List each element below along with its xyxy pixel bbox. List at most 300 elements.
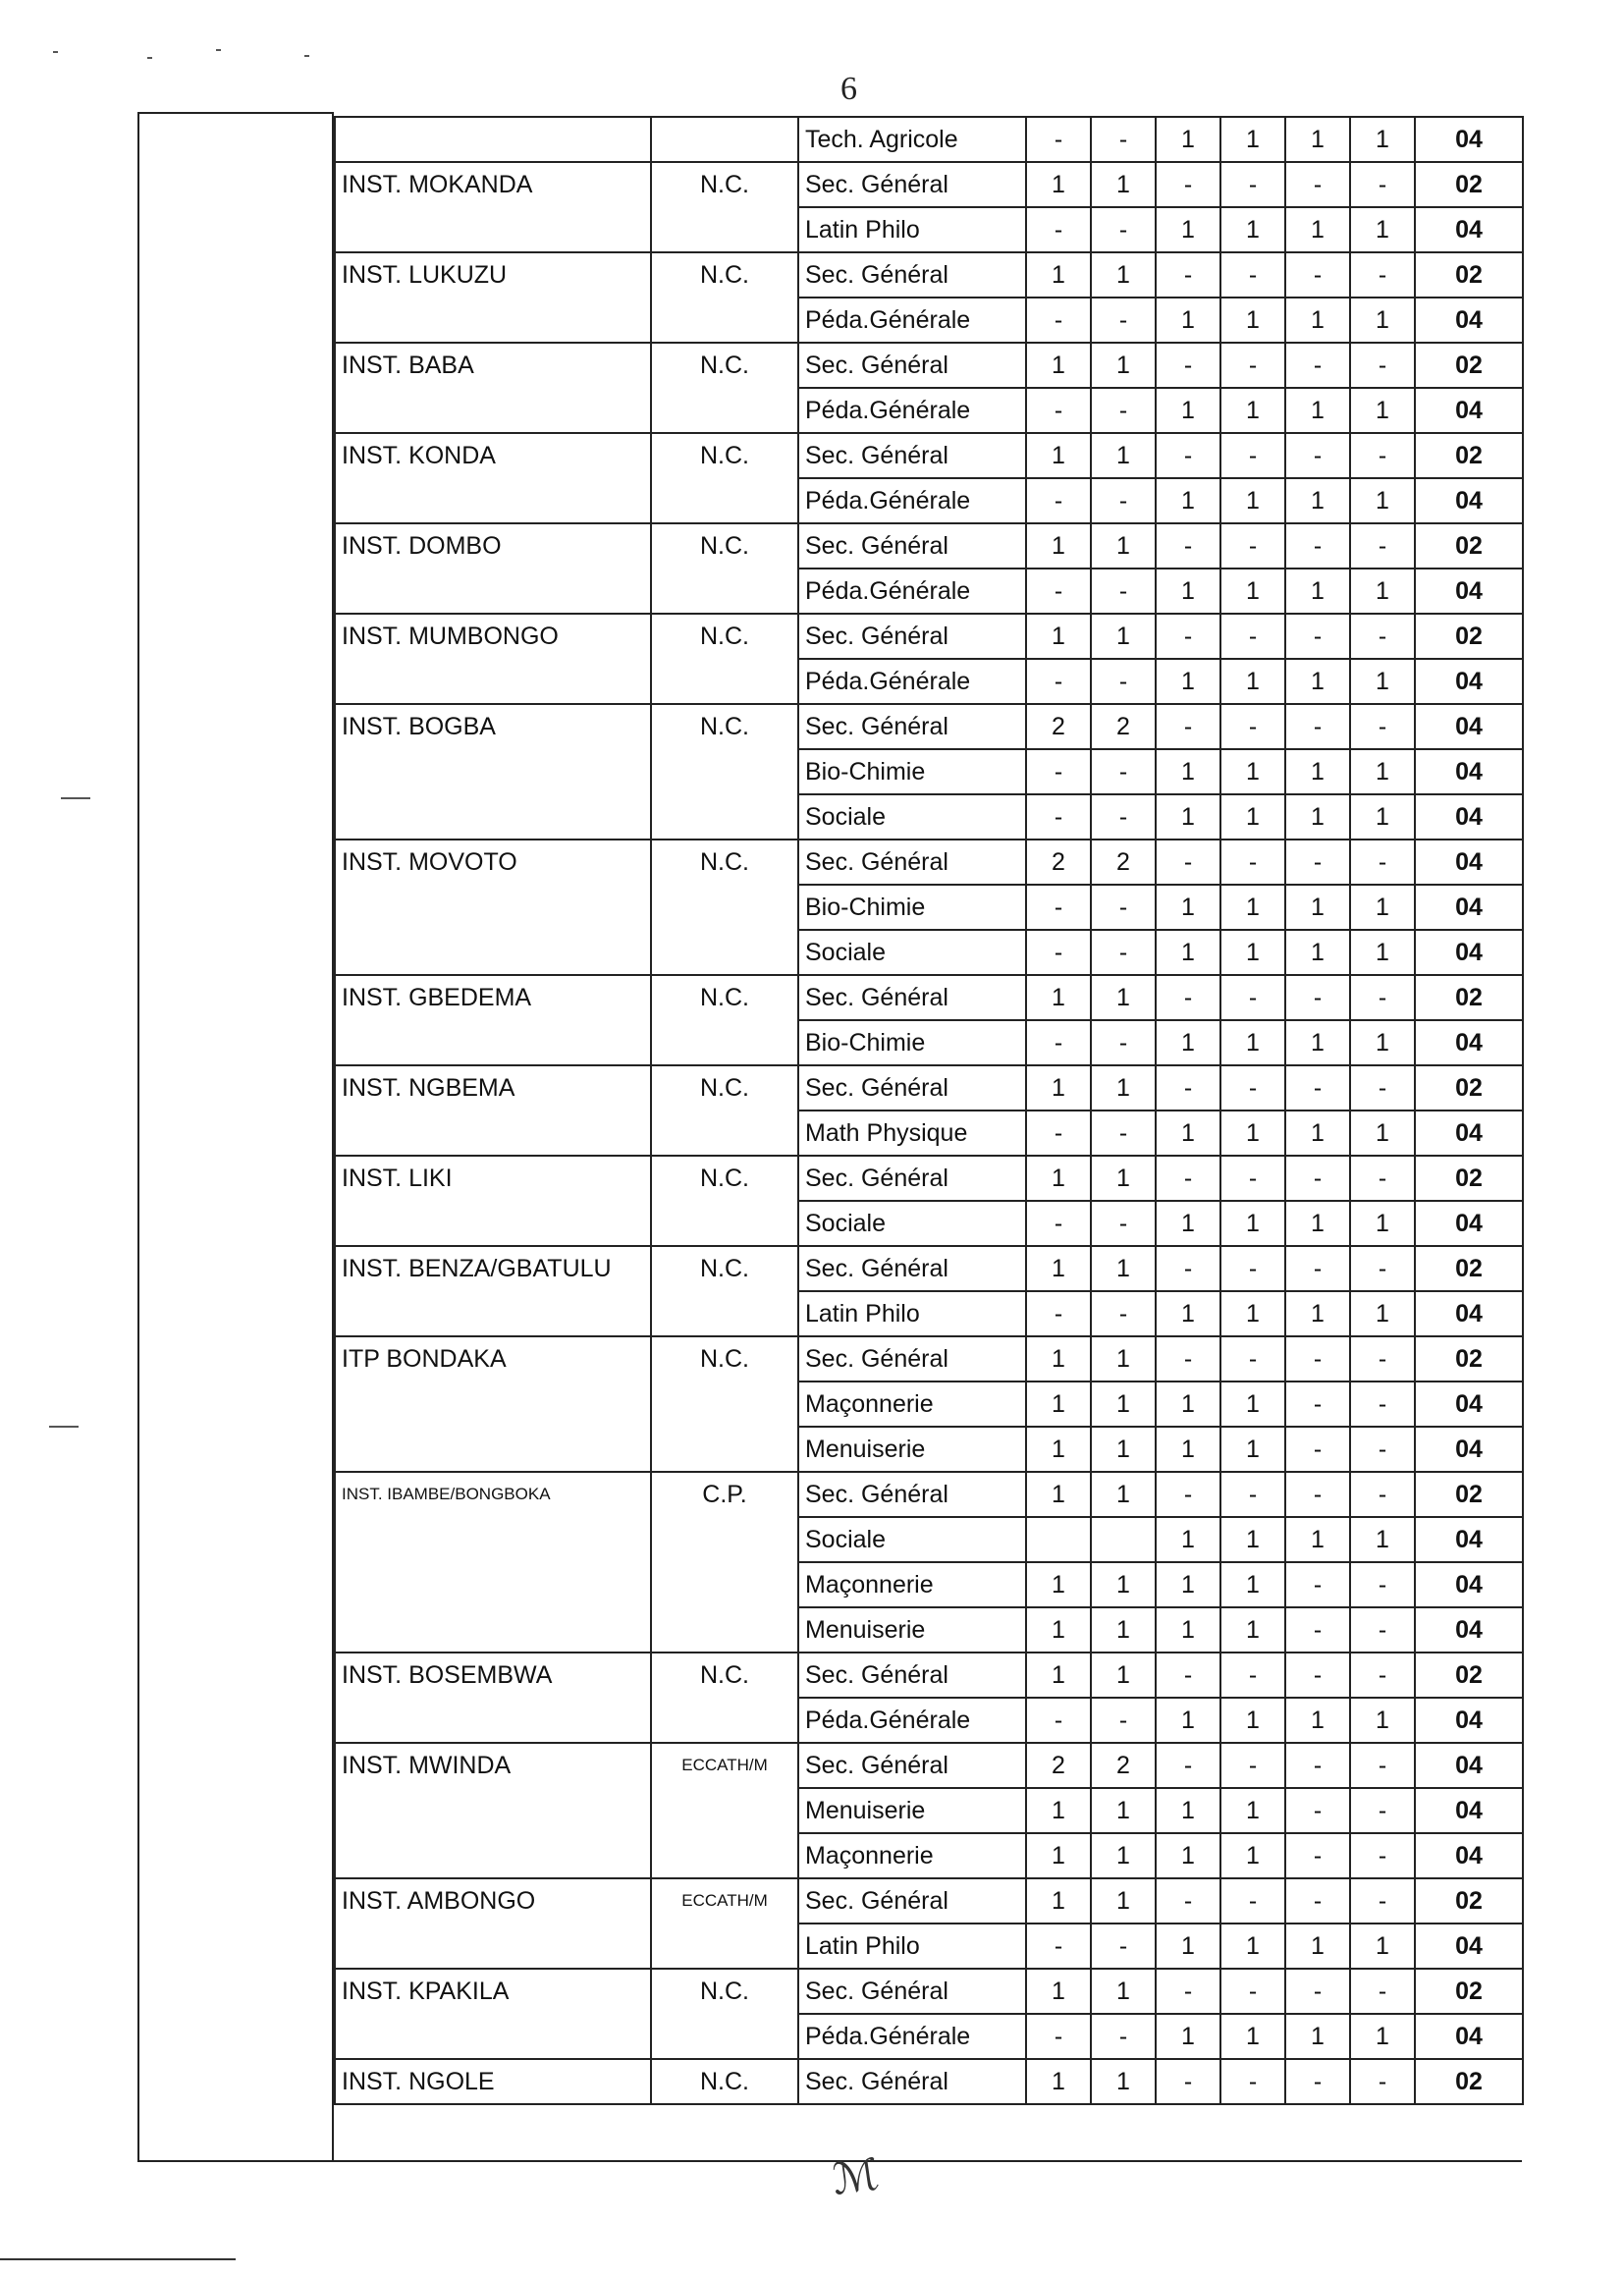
class-count-cell: - [1026, 298, 1091, 343]
class-count-cell: - [1285, 1065, 1350, 1111]
class-count-cell: - [1285, 704, 1350, 749]
total-cell: 02 [1415, 1246, 1523, 1291]
class-count-cell: 1 [1350, 569, 1415, 614]
class-count-cell: - [1350, 1743, 1415, 1788]
class-count-cell: 1 [1026, 1607, 1091, 1653]
option-cell: Sec. Général [798, 704, 1026, 749]
class-count-cell: 1 [1285, 1111, 1350, 1156]
class-count-cell: 1 [1091, 614, 1156, 659]
class-count-cell: - [1350, 1065, 1415, 1111]
class-count-cell: 1 [1091, 1246, 1156, 1291]
institution-cell: INST. BENZA/GBATULU [335, 1246, 651, 1336]
total-cell: 04 [1415, 1201, 1523, 1246]
class-count-cell: - [1026, 885, 1091, 930]
institution-cell: INST. BOGBA [335, 704, 651, 840]
class-count-cell: 1 [1285, 207, 1350, 252]
option-cell: Maçonnerie [798, 1562, 1026, 1607]
institution-cell: INST. MUMBONGO [335, 614, 651, 704]
class-count-cell: 1 [1091, 252, 1156, 298]
status-cell: N.C. [651, 614, 798, 704]
institution-cell: INST. BABA [335, 343, 651, 433]
class-count-cell: 1 [1350, 1698, 1415, 1743]
class-count-cell: - [1156, 1472, 1220, 1517]
total-cell: 04 [1415, 298, 1523, 343]
class-count-cell: - [1026, 1291, 1091, 1336]
class-count-cell [1091, 1517, 1156, 1562]
class-count-cell: 1 [1091, 523, 1156, 569]
class-count-cell: 1 [1350, 885, 1415, 930]
class-count-cell: 1 [1156, 1427, 1220, 1472]
status-cell: ECCATH/M [651, 1878, 798, 1969]
class-count-cell: - [1156, 433, 1220, 478]
class-count-cell: - [1285, 523, 1350, 569]
status-cell: N.C. [651, 1336, 798, 1472]
class-count-cell: 1 [1026, 975, 1091, 1020]
class-count-cell: 1 [1156, 1788, 1220, 1833]
class-count-cell: 1 [1026, 1878, 1091, 1924]
class-count-cell: - [1220, 1653, 1285, 1698]
option-cell: Maçonnerie [798, 1833, 1026, 1878]
option-cell: Math Physique [798, 1111, 1026, 1156]
class-count-cell: - [1156, 2059, 1220, 2104]
class-count-cell: 1 [1156, 1291, 1220, 1336]
class-count-cell: - [1156, 1878, 1220, 1924]
total-cell: 04 [1415, 1291, 1523, 1336]
total-cell: 02 [1415, 614, 1523, 659]
class-count-cell: 1 [1285, 1698, 1350, 1743]
class-count-cell: 1 [1156, 749, 1220, 794]
outer-top-rule [137, 112, 334, 114]
class-count-cell: - [1156, 343, 1220, 388]
class-count-cell: - [1285, 1833, 1350, 1878]
class-count-cell: 1 [1350, 1517, 1415, 1562]
class-count-cell: - [1156, 1246, 1220, 1291]
total-cell: 04 [1415, 1698, 1523, 1743]
class-count-cell: - [1220, 975, 1285, 1020]
class-count-cell: 1 [1220, 794, 1285, 840]
class-count-cell: - [1156, 1969, 1220, 2014]
option-cell: Sociale [798, 1201, 1026, 1246]
class-count-cell: - [1350, 840, 1415, 885]
class-count-cell [1026, 1517, 1091, 1562]
class-count-cell: 2 [1026, 704, 1091, 749]
class-count-cell: - [1091, 298, 1156, 343]
class-count-cell: - [1026, 1111, 1091, 1156]
table-row [335, 523, 1523, 569]
institution-cell: INST. NGBEMA [335, 1065, 651, 1156]
class-count-cell: - [1350, 1969, 1415, 2014]
class-count-cell: 1 [1350, 117, 1415, 162]
class-count-cell: 1 [1285, 478, 1350, 523]
total-cell: 02 [1415, 1472, 1523, 1517]
class-count-cell: - [1285, 252, 1350, 298]
class-count-cell: 1 [1285, 930, 1350, 975]
class-count-cell: - [1285, 975, 1350, 1020]
table-row [335, 704, 1523, 749]
total-cell: 04 [1415, 659, 1523, 704]
class-count-cell: - [1285, 1969, 1350, 2014]
class-count-cell: 1 [1156, 1607, 1220, 1653]
class-count-cell: 1 [1350, 207, 1415, 252]
class-count-cell: - [1156, 1743, 1220, 1788]
class-count-cell: - [1220, 1743, 1285, 1788]
table-row [335, 2059, 1523, 2104]
class-count-cell: 1 [1156, 1111, 1220, 1156]
class-count-cell: 1 [1026, 1246, 1091, 1291]
class-count-cell: 1 [1220, 749, 1285, 794]
class-count-cell: - [1285, 1788, 1350, 1833]
class-count-cell: 1 [1285, 388, 1350, 433]
class-count-cell: - [1026, 478, 1091, 523]
class-count-cell: - [1091, 1020, 1156, 1065]
class-count-cell: 1 [1026, 1472, 1091, 1517]
class-count-cell: - [1350, 1246, 1415, 1291]
class-count-cell: 1 [1285, 569, 1350, 614]
status-cell: N.C. [651, 433, 798, 523]
class-count-cell: 1 [1220, 1562, 1285, 1607]
class-count-cell: 2 [1026, 1743, 1091, 1788]
option-cell: Sec. Général [798, 1969, 1026, 2014]
class-count-cell: - [1285, 2059, 1350, 2104]
scan-speck [147, 57, 152, 59]
class-count-cell: - [1156, 975, 1220, 1020]
option-cell: Sec. Général [798, 975, 1026, 1020]
class-count-cell: 1 [1026, 162, 1091, 207]
institution-cell: ITP BONDAKA [335, 1336, 651, 1472]
class-count-cell: - [1350, 523, 1415, 569]
class-count-cell: - [1350, 704, 1415, 749]
total-cell: 04 [1415, 1788, 1523, 1833]
class-count-cell: 1 [1026, 523, 1091, 569]
total-cell: 04 [1415, 1111, 1523, 1156]
class-count-cell: - [1091, 885, 1156, 930]
class-count-cell: 1 [1220, 930, 1285, 975]
class-count-cell: 1 [1220, 1607, 1285, 1653]
class-count-cell: - [1091, 794, 1156, 840]
class-count-cell: 1 [1220, 659, 1285, 704]
class-count-cell: 1 [1026, 1427, 1091, 1472]
class-count-cell: 1 [1350, 1111, 1415, 1156]
class-count-cell: 2 [1091, 1743, 1156, 1788]
status-cell: N.C. [651, 704, 798, 840]
class-count-cell: - [1285, 1246, 1350, 1291]
total-cell: 04 [1415, 840, 1523, 885]
class-count-cell: - [1026, 794, 1091, 840]
class-count-cell: 1 [1091, 975, 1156, 1020]
class-count-cell: 1 [1220, 1698, 1285, 1743]
class-count-cell: - [1350, 433, 1415, 478]
status-cell: N.C. [651, 840, 798, 975]
class-count-cell: 1 [1091, 1653, 1156, 1698]
option-cell: Latin Philo [798, 1291, 1026, 1336]
option-cell: Sec. Général [798, 1653, 1026, 1698]
class-count-cell: 1 [1350, 388, 1415, 433]
class-count-cell: - [1285, 1607, 1350, 1653]
status-cell: N.C. [651, 343, 798, 433]
total-cell: 04 [1415, 478, 1523, 523]
class-count-cell: - [1285, 614, 1350, 659]
status-cell: N.C. [651, 975, 798, 1065]
class-count-cell: - [1091, 207, 1156, 252]
total-cell: 02 [1415, 252, 1523, 298]
institution-cell: INST. NGOLE [335, 2059, 651, 2104]
option-cell: Menuiserie [798, 1427, 1026, 1472]
class-count-cell: - [1091, 659, 1156, 704]
total-cell: 02 [1415, 523, 1523, 569]
class-count-cell: 1 [1350, 930, 1415, 975]
class-count-cell: 1 [1091, 1607, 1156, 1653]
class-count-cell: - [1350, 1607, 1415, 1653]
table-row [335, 1653, 1523, 1698]
option-cell: Latin Philo [798, 1924, 1026, 1969]
class-count-cell: 1 [1220, 885, 1285, 930]
class-count-cell: - [1220, 1969, 1285, 2014]
table-row [335, 840, 1523, 885]
option-cell: Péda.Générale [798, 2014, 1026, 2059]
class-count-cell: - [1350, 1472, 1415, 1517]
class-count-cell: - [1220, 343, 1285, 388]
class-count-cell: 2 [1026, 840, 1091, 885]
class-count-cell: 1 [1091, 1969, 1156, 2014]
total-cell: 02 [1415, 1065, 1523, 1111]
class-count-cell: 1 [1285, 1924, 1350, 1969]
table-row [335, 614, 1523, 659]
total-cell: 04 [1415, 1517, 1523, 1562]
option-cell: Sec. Général [798, 1156, 1026, 1201]
class-count-cell: 1 [1156, 478, 1220, 523]
table-row [335, 975, 1523, 1020]
option-cell: Péda.Générale [798, 478, 1026, 523]
class-count-cell: 1 [1026, 1562, 1091, 1607]
class-count-cell: - [1026, 930, 1091, 975]
status-cell: N.C. [651, 2059, 798, 2104]
total-cell: 02 [1415, 1969, 1523, 2014]
class-count-cell: - [1285, 1427, 1350, 1472]
total-cell: 04 [1415, 930, 1523, 975]
page-number: 6 [840, 71, 857, 107]
class-count-cell: - [1091, 2014, 1156, 2059]
class-count-cell: - [1026, 749, 1091, 794]
class-count-cell: - [1350, 2059, 1415, 2104]
table-row [335, 252, 1523, 298]
class-count-cell: - [1091, 930, 1156, 975]
option-cell: Menuiserie [798, 1607, 1026, 1653]
class-count-cell: 1 [1156, 794, 1220, 840]
total-cell: 04 [1415, 1427, 1523, 1472]
class-count-cell: 1 [1285, 659, 1350, 704]
total-cell: 04 [1415, 1607, 1523, 1653]
class-count-cell: 1 [1350, 1020, 1415, 1065]
option-cell: Sociale [798, 794, 1026, 840]
class-count-cell: 1 [1285, 2014, 1350, 2059]
class-count-cell: 1 [1220, 1517, 1285, 1562]
status-cell: N.C. [651, 162, 798, 252]
total-cell: 04 [1415, 207, 1523, 252]
class-count-cell: - [1091, 1698, 1156, 1743]
class-count-cell: 1 [1220, 1020, 1285, 1065]
class-count-cell: 1 [1285, 298, 1350, 343]
option-cell: Sec. Général [798, 433, 1026, 478]
scan-speck [216, 49, 221, 51]
class-count-cell: - [1220, 162, 1285, 207]
class-count-cell: 1 [1350, 1924, 1415, 1969]
total-cell: 04 [1415, 117, 1523, 162]
class-count-cell: - [1220, 1336, 1285, 1382]
status-cell [651, 117, 798, 162]
class-count-cell: 1 [1220, 1833, 1285, 1878]
class-count-cell: 2 [1091, 704, 1156, 749]
footer-rule [0, 2258, 236, 2260]
class-count-cell: - [1026, 2014, 1091, 2059]
option-cell: Péda.Générale [798, 659, 1026, 704]
class-count-cell: - [1220, 1065, 1285, 1111]
option-cell: Péda.Générale [798, 569, 1026, 614]
institution-cell [335, 117, 651, 162]
class-count-cell: 1 [1220, 1427, 1285, 1472]
class-count-cell: - [1156, 840, 1220, 885]
total-cell: 04 [1415, 704, 1523, 749]
class-count-cell: - [1350, 162, 1415, 207]
class-count-cell: 1 [1156, 1562, 1220, 1607]
class-count-cell: - [1156, 523, 1220, 569]
option-cell: Péda.Générale [798, 388, 1026, 433]
option-cell: Latin Philo [798, 207, 1026, 252]
class-count-cell: - [1091, 117, 1156, 162]
class-count-cell: 1 [1220, 478, 1285, 523]
class-count-cell: 1 [1091, 162, 1156, 207]
class-count-cell: 1 [1220, 1382, 1285, 1427]
table-row [335, 162, 1523, 207]
class-count-cell: - [1350, 1833, 1415, 1878]
class-count-cell: - [1285, 1156, 1350, 1201]
class-count-cell: - [1350, 252, 1415, 298]
total-cell: 04 [1415, 794, 1523, 840]
class-count-cell: 1 [1156, 1924, 1220, 1969]
class-count-cell: 1 [1156, 1020, 1220, 1065]
status-cell: C.P. [651, 1472, 798, 1653]
class-count-cell: - [1220, 1246, 1285, 1291]
institution-cell: INST. MOKANDA [335, 162, 651, 252]
class-count-cell: 2 [1091, 840, 1156, 885]
table-row [335, 433, 1523, 478]
class-count-cell: - [1026, 569, 1091, 614]
class-count-cell: - [1026, 388, 1091, 433]
class-count-cell: 1 [1156, 930, 1220, 975]
table-row [335, 1969, 1523, 2014]
class-count-cell: 1 [1350, 659, 1415, 704]
option-cell: Bio-Chimie [798, 1020, 1026, 1065]
class-count-cell: - [1285, 1562, 1350, 1607]
class-count-cell: - [1350, 614, 1415, 659]
class-count-cell: 1 [1156, 298, 1220, 343]
class-count-cell: - [1350, 1336, 1415, 1382]
class-count-cell: - [1220, 1156, 1285, 1201]
class-count-cell: 1 [1220, 388, 1285, 433]
scan-speck [53, 51, 58, 53]
class-count-cell: 1 [1026, 2059, 1091, 2104]
class-count-cell: 1 [1285, 117, 1350, 162]
class-count-cell: - [1350, 975, 1415, 1020]
class-count-cell: - [1350, 343, 1415, 388]
option-cell: Menuiserie [798, 1788, 1026, 1833]
table-row [335, 1743, 1523, 1788]
institution-cell: INST. GBEDEMA [335, 975, 651, 1065]
class-count-cell: - [1026, 1698, 1091, 1743]
class-count-cell: 1 [1156, 388, 1220, 433]
class-count-cell: - [1156, 704, 1220, 749]
option-cell: Bio-Chimie [798, 749, 1026, 794]
class-count-cell: 1 [1350, 2014, 1415, 2059]
total-cell: 02 [1415, 1653, 1523, 1698]
class-count-cell: 1 [1156, 659, 1220, 704]
class-count-cell: - [1091, 569, 1156, 614]
class-count-cell: 1 [1026, 1336, 1091, 1382]
status-cell: ECCATH/M [651, 1743, 798, 1878]
total-cell: 02 [1415, 1156, 1523, 1201]
total-cell: 04 [1415, 1382, 1523, 1427]
table-row [335, 1246, 1523, 1291]
class-count-cell: - [1285, 1653, 1350, 1698]
option-cell: Sec. Général [798, 614, 1026, 659]
class-count-cell: - [1220, 252, 1285, 298]
class-count-cell: - [1285, 343, 1350, 388]
class-count-cell: 1 [1091, 1562, 1156, 1607]
class-count-cell: 1 [1156, 2014, 1220, 2059]
status-cell: N.C. [651, 1156, 798, 1246]
option-cell: Sec. Général [798, 1336, 1026, 1382]
class-count-cell: - [1350, 1156, 1415, 1201]
class-count-cell: 1 [1091, 1472, 1156, 1517]
class-count-cell: 1 [1156, 885, 1220, 930]
class-count-cell: 1 [1350, 1291, 1415, 1336]
institution-cell: INST. MOVOTO [335, 840, 651, 975]
class-count-cell: 1 [1350, 749, 1415, 794]
class-count-cell: - [1026, 1201, 1091, 1246]
institution-cell: INST. IBAMBE/BONGBOKA [335, 1472, 651, 1653]
class-count-cell: 1 [1026, 1653, 1091, 1698]
class-count-cell: - [1220, 1472, 1285, 1517]
class-count-cell: 1 [1220, 1201, 1285, 1246]
class-count-cell: - [1026, 207, 1091, 252]
class-count-cell: 1 [1220, 207, 1285, 252]
class-count-cell: - [1156, 162, 1220, 207]
class-count-cell: 1 [1091, 1156, 1156, 1201]
option-cell: Bio-Chimie [798, 885, 1026, 930]
handwritten-signature-mark: ℳ [829, 2149, 883, 2205]
institution-cell: INST. BOSEMBWA [335, 1653, 651, 1743]
option-cell: Sec. Général [798, 2059, 1026, 2104]
option-cell: Sec. Général [798, 1743, 1026, 1788]
status-cell: N.C. [651, 1246, 798, 1336]
table-row [335, 1336, 1523, 1382]
class-count-cell: 1 [1350, 1201, 1415, 1246]
option-cell: Sec. Général [798, 1878, 1026, 1924]
option-cell: Sociale [798, 930, 1026, 975]
class-count-cell: 1 [1091, 1878, 1156, 1924]
class-count-cell: 1 [1091, 1382, 1156, 1427]
class-count-cell: 1 [1026, 343, 1091, 388]
class-count-cell: 1 [1220, 117, 1285, 162]
class-count-cell: - [1026, 1020, 1091, 1065]
class-count-cell: - [1350, 1562, 1415, 1607]
class-count-cell: - [1156, 1336, 1220, 1382]
class-count-cell: - [1091, 749, 1156, 794]
table-row [335, 1878, 1523, 1924]
table-row [335, 1472, 1523, 1517]
class-count-cell: 1 [1156, 569, 1220, 614]
option-cell: Sec. Général [798, 1246, 1026, 1291]
class-count-cell: 1 [1091, 1065, 1156, 1111]
